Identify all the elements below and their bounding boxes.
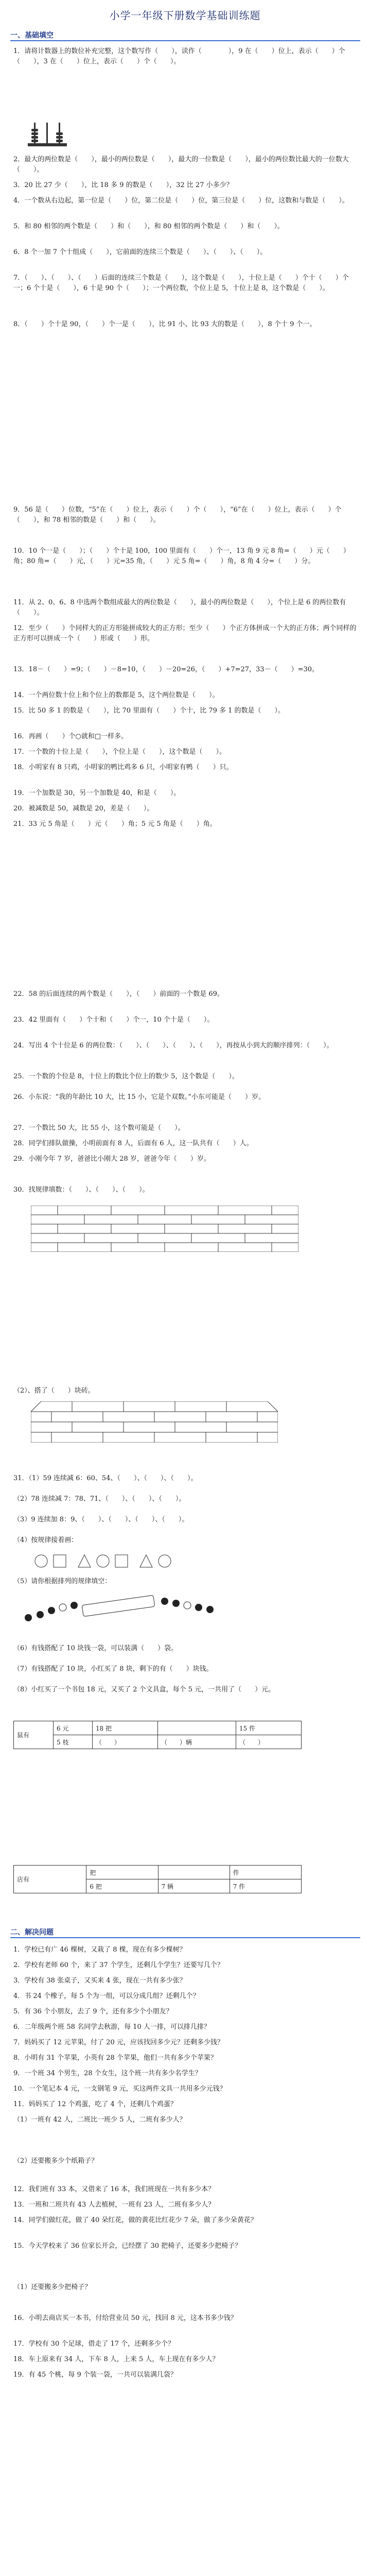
section-heading-fill: 一、基础填空: [10, 31, 54, 40]
question-29: 29．小刚今年 7 岁，爸爸比小刚大 28 岁，爸爸今年（ ）岁。: [13, 1155, 210, 1163]
problem-6: 6．二年级两个班 58 名同学去秋游，每 10 人一排，可以排几排？: [13, 2023, 210, 2031]
price-table-1-price: （ ）: [92, 1735, 157, 1749]
question-26: 26．小东说：“我的年龄比 10 大，比 15 小，它是个双数。”小东可能是（ ）岁。: [13, 1093, 265, 1101]
question-18: 18．小明家有 8 只鸡，小明家的鸭比鸡多 6 只，小明家有鸭（ ）只。: [13, 764, 233, 771]
price-table-1-price: 5 枝: [54, 1735, 93, 1749]
page-title: 小学一年级下册数学基础训练题: [109, 9, 261, 22]
brick-wall-1: [31, 1206, 298, 1252]
problem-10: 10．一个笔记本 4 元，一支钢笔 9 元，买这两件文具一共用多少元钱？: [13, 2085, 226, 2093]
question-5: 5．和 80 相邻的两个数是（ ）和（ ），和 80 相邻的两个数是（ ）和（ ）。: [13, 223, 284, 230]
problem-5: 5．有 36 个小朋友，去了 9 个，还有多少个小朋友？: [13, 2008, 173, 2015]
problem-13: 13．一班和二班共有 43 人去植树，一班有 23 人，二班有多少人？: [13, 2201, 215, 2209]
bead-chain-figure: [21, 1592, 247, 1628]
problem-14: 14．同学们做红花，做了 40 朵红花，做的黄花比红花少 7 朵，做了多少朵黄花？: [13, 2216, 257, 2224]
problem-18: 18．车上原来有 34 人，下车 8 人，上来 5 人，车上现在有多少人？: [13, 2355, 219, 2363]
question-14: 14．一个两位数十位上和个位上的数都是 5，这个两位数是（ ）。: [13, 691, 219, 699]
price-table-2-cell: [158, 1866, 230, 1879]
question-31b: （2）78 连续减 7：78、71、（ ）、（ ）、（ ）。: [13, 1495, 186, 1503]
question-12: 12．至少（ ）个同样大的正方形能拼成较大的正方形；至少（ ）个正方体拼成一个大的正方体；两个同样的正方形可以拼成一个（ ）形或（ ）形。: [13, 624, 357, 642]
price-table-1-cell: [157, 1721, 236, 1735]
problem-7: 7．妈妈买了 12 元苹果，付了 20 元，应该找回多少元？还剩多少钱？: [13, 2039, 224, 2046]
section-divider: [10, 40, 360, 41]
price-table-2-header: 店有: [14, 1866, 86, 1893]
problem-11-2: （2）还要搬多少个纸箱子？: [13, 2157, 98, 2165]
problem-16: 16．小明去商店买一本书，付给营业员 50 元，找回 8 元，这本书多少钱？: [13, 2314, 237, 2322]
price-table-1-header: 鼠有: [14, 1721, 54, 1749]
question-4: 4．一个数从右边起，第一位是（ ）位，第二位是（ ）位，第三位是（ ）位，这数和与数是（ ）。: [13, 197, 349, 205]
question-17: 17．一个数的十位上是（ ），个位上是（ ），这个数是（ ）。: [13, 748, 226, 756]
question-1: 1．请将计数器上的数位补充完整，这个数写作（ ），读作（ ），9 在（ ）位上，表示（ ）个（ ），3 在（ ）位上，表示（ ）个（ ）。: [13, 47, 345, 65]
abacus-figure: [27, 118, 68, 147]
question-11: 11．从 2、0、6、8 中选两个数组成最大的两位数是（ ），最小的两位数是（ ），个位上是 6 的两位数有（ ）。: [13, 599, 346, 617]
question-31c: （3）9 连续加 8：9、（ ）、（ ）、（ ）、（ ）。: [13, 1516, 189, 1523]
price-table-1-price: （ ）辆: [157, 1735, 236, 1749]
question-9: 9．56 是（ ）位数，“5”在（ ）位上，表示（ ）个（ ），“6”在（ ）位上，表示（ ）个（ ），和 78 相邻的数是（ ）和（ ）。: [13, 506, 342, 524]
question-8: 8．（ ）个十是 90，（ ）个一是（ ），比 91 小、比 93 大的数是（ ），8 个十 9 个一。: [13, 320, 316, 328]
question-30: 30．找规律填数：（ ）、（ ）、（ ）。: [13, 1186, 149, 1194]
question-6: 6．8 个一加 7 个十组成（ ），它前面的连续三个数是（ ）、（ ）、（ ）。: [13, 248, 267, 256]
question-15: 15．比 50 多 1 的数是（ ），比 70 里面有（ ）个十，比 79 多 1 的数是（ ）。: [13, 707, 285, 715]
price-table-2-price: 7 件: [230, 1879, 301, 1893]
question-16: 16．再画（ ）个○就和□一样多。: [13, 733, 128, 740]
problem-15: 15．今天学校来了 36 位家长开会，已经摆了 30 把椅子，还要多少把椅子？: [13, 2242, 242, 2250]
price-table-1-cell: 15 件: [236, 1721, 301, 1735]
price-table-2-price: 7 辆: [158, 1879, 230, 1893]
problem-2: 2．学校有老师 60 个，来了 37 个学生，还剩几个学生？还要写几个？: [13, 1961, 224, 1969]
question-23: 23．42 里面有（ ）个十和（ ）个一，10 个十是（ ）。: [13, 1016, 214, 1024]
problem-11: 11．妈妈买了 12 个鸡蛋，吃了 4 个，还剩几个鸡蛋？: [13, 2100, 177, 2108]
question-13: 13．18－（ ）=9；（ ）－8=10，（ ）－20=26，（ ）+7=27，33－（ ）=30。: [13, 666, 319, 673]
chain-question-8: （8）小红买了一个书包 18 元，又买了 2 个文具盒，每个 5 元，一共用了（ ）元。: [13, 1686, 275, 1693]
question-7: 7．（ ）、（ ）、（ ）后面的连续三个数是（ ），这个数是（ ），十位上是（ ）个十（ ）个一；6 个十是（ ），6 十是 90 个（ ）；一个两位数，个位上是 5，十位上是 8，这个数是（ ）。: [13, 274, 349, 292]
question-27: 27．一个数比 50 大，比 55 小，这个数可能是（ ）。: [13, 1124, 185, 1132]
chain-question-7: （7）有钱搭配了 10 块，小红买了 8 块，剩下的有（ ）块钱。: [13, 1665, 213, 1673]
problem-12: 12．我们班有 33 本，又借来了 16 本，我们班现在一共有多少本？: [13, 2185, 215, 2193]
shape-pattern-row: [31, 1551, 319, 1571]
question-25: 25．一个数的个位是 8，十位上的数比个位上的数少 5，这个数是（ ）。: [13, 1073, 239, 1080]
section-heading-problems: 二、解决问题: [10, 1928, 54, 1937]
problem-3: 3．学校有 38 张桌子，又买来 4 张，现在一共有多少张？: [13, 1977, 186, 1985]
price-table-1: [13, 1721, 302, 1749]
question-24: 24．写出 4 个十位是 6 的两位数：（ ）、（ ）、（ ）、（ ），再按从小到大的顺序排列：（ ）。: [13, 1042, 333, 1049]
price-table-2: [13, 1865, 302, 1893]
problem-17: 17．学校有 30 个足球，借走了 17 个，还剩多少个？: [13, 2340, 175, 2348]
price-table-1-cell: 6 元: [54, 1721, 93, 1735]
question-21: 21．33 元 5 角是（ ）元（ ）角；5 元 5 角是（ ）角。: [13, 820, 217, 828]
section-divider: [10, 1937, 360, 1938]
brick-wall-2: [31, 1401, 278, 1443]
chain-question-6: （6）有钱搭配了 10 块钱一袋，可以装满（ ）袋。: [13, 1645, 178, 1652]
question-20: 20．被减数是 50，减数是 20，差是（ ）。: [13, 805, 154, 812]
question-10: 10．10 个一是（ ）；（ ）个十是 100，100 里面有（ ）个一，13 角 9 元 8 角=（ ）元（ ）角；80 角=（ ）元，（ ）元=35 角，（ ）元 5 角=（ ）角，8 角 4 分=（ ）分。: [13, 547, 350, 565]
price-table-1-cell: 18 把: [92, 1721, 157, 1735]
question-22: 22．58 的后面连续的两个数是（ ），（ ）前面的一个数是 69。: [13, 990, 224, 998]
problem-15-1: （1）还要搬多少把椅子？: [13, 2283, 92, 2291]
price-table-1-price: （ ）: [236, 1735, 301, 1749]
problem-1: 1．学校已有广 46 棵树，又栽了 8 棵，现在有多少棵树？: [13, 1946, 186, 1954]
question-28: 28．同学们排队做操，小明前面有 8 人，后面有 6 人，这一队共有（ ）人。: [13, 1140, 253, 1147]
price-table-2-cell: 把: [86, 1866, 158, 1879]
question-3: 3．20 比 27 少（ ），比 18 多 9 的数是（ ），32 比 27 小多少？: [13, 181, 233, 189]
question-31d: （4）按规律接着画：: [13, 1536, 78, 1544]
price-table-2-cell: 件: [230, 1866, 301, 1879]
price-table-2-price: 6 把: [86, 1879, 158, 1893]
question-2: 2．最大的两位数是（ ），最小的两位数是（ ），最大的一位数是（ ），最小的两位数比最大的一位数大（ ）。: [13, 156, 349, 174]
problem-4: 4．书 24 个橡子，每 5 个为一组，可以分成几组？还剩几个？: [13, 1992, 200, 2000]
question-31e: （5）请你根据排列的规律填空：: [13, 1578, 112, 1585]
problem-8: 8．小明有 31 个苹果，小英有 28 个苹果，他们一共有多少个苹果？: [13, 2054, 217, 2062]
problem-11-1: （1）一班有 42 人，二班比一班少 5 人，二班有多少人？: [13, 2116, 186, 2124]
wall-question: （2）、搭了（ ）块砖。: [13, 1387, 95, 1395]
question-31a: 31．（1）59 连续减 6：60、54、（ ）、（ ）、（ ）。: [13, 1475, 198, 1482]
problem-19: 19．有 45 个桃，每 9 个装一袋，一共可以装满几袋？: [13, 2371, 177, 2379]
problem-9: 9．一个班 34 个男生，28 个女生，这个班一共有多少名学生？: [13, 2070, 202, 2077]
question-19: 19．一个加数是 30，另一个加数是 40，和是（ ）。: [13, 789, 181, 797]
